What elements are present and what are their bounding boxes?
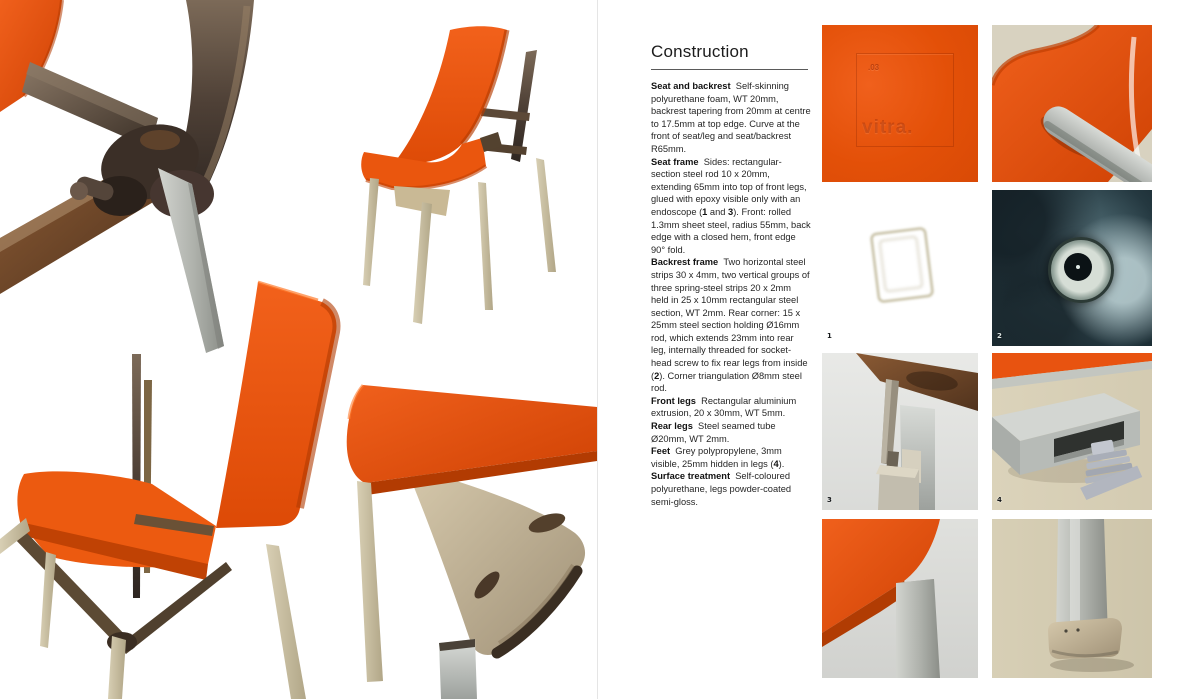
foot-underside-drawing <box>992 519 1152 678</box>
figure-foot-underside <box>992 519 1152 678</box>
emboss-model-number: .03 <box>868 63 880 72</box>
construction-paragraph: Seat and backrest Self-skinning polyurethane foam, WT 20mm, backrest tapering from 20mm at centre to 17.5mm at top edge. Curve at the front of seat/leg and seat/backrest R65mm. <box>651 81 811 154</box>
construction-paragraph: Rear legs Steel seamed tube Ø20mm, WT 2mm. <box>651 421 776 444</box>
page-title: Construction <box>651 42 749 61</box>
construction-text-column <box>651 42 813 508</box>
extrusion-foot-drawing <box>992 353 1152 510</box>
figure-leg-joint-cutaway <box>822 353 978 510</box>
figure-extrusion-and-foot <box>992 353 1152 510</box>
photo-chair-rear-view <box>330 20 600 335</box>
figure-embossed-shell-mark <box>822 25 978 182</box>
figure-number: 1 <box>827 332 832 340</box>
page-divider <box>597 0 598 699</box>
leg-joint-drawing <box>822 353 978 510</box>
figure-number: 2 <box>997 332 1002 340</box>
endoscope-glue-outline-inner <box>879 236 923 292</box>
figure-seat-leg-junction <box>822 519 978 678</box>
vitra-logo-emboss: vitra. <box>862 117 914 138</box>
construction-paragraph: Backrest frame Two horizontal steel strips 30 x 4mm, two vertical groups of three spring-steel strips 20 x 2mm held in 25 x 10mm rectangular steel section, WT 2mm. Rear corner: 15 x 25mm steel section holding Ø16mm rod, which extends 23mm into rear leg, internally threaded for socket-head screw to fix rear legs from inside (2). Corner triangulation Ø8mm steel rod. <box>651 257 810 394</box>
construction-paragraph: Seat frame Sides: rectangular-section steel rod 10 x 20mm, extending 65mm into top of front legs, glued with epoxy visible only with an endoscope (1 and 3). Front: rolled 1.3mm sheet steel, radius 55mm, back edge with a closed hem, front edge 90° fold. <box>651 156 811 255</box>
heading-rule <box>651 69 808 70</box>
seat-leg-drawing <box>822 519 978 678</box>
construction-paragraph: Feet Grey polypropylene, 3mm visible, 25mm hidden in legs (4). <box>651 446 785 469</box>
shell-tube-drawing <box>992 25 1152 182</box>
figure-endoscope-epoxy-joint <box>822 190 978 346</box>
figure-number: 3 <box>827 496 832 504</box>
figure-shell-and-tube <box>992 25 1152 182</box>
construction-paragraph: Front legs Rectangular aluminium extrusion, 20 x 30mm, WT 5mm. <box>651 395 797 419</box>
photo-seat-front-edge-closeup <box>335 355 600 699</box>
construction-paragraph: Surface treatment Self-coloured polyurethane, legs powder-coated semi-gloss. <box>651 471 792 507</box>
figure-endoscope-socket-screw <box>992 190 1152 346</box>
screw-highlight <box>1076 265 1080 269</box>
construction-paragraphs <box>651 80 811 508</box>
photo-chair-frame-prototype <box>0 268 345 699</box>
figure-number: 4 <box>997 496 1002 504</box>
